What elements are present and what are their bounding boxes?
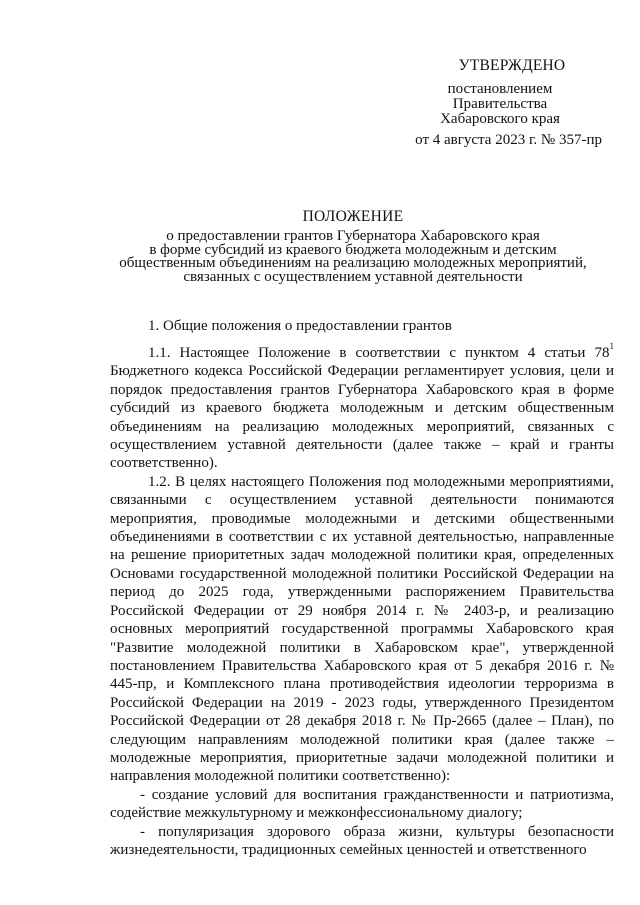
paragraph-1-1-text-cont: Бюджетного кодекса Российской Федерации регламентирует условия, цели и порядок предоставления грантов Губернатора Хабаровского края в форме субсидий из краевого бюджета молодежным и детским общественным объединениям на реализацию молодежных мероприятий, связанных с осуществлением уставной деятельности (далее также – край и гранты соответственно).	[110, 363, 614, 472]
paragraph-1-1-text: 1.1. Настоящее Положение в соответствии с пунктом 4 статьи 78	[148, 345, 610, 361]
approval-date: от 4 августа 2023 г. № 357-пр	[415, 132, 602, 148]
paragraph-1-2: 1.2. В целях настоящего Положения под молодежными мероприятиями, связанными с осуществлением уставной деятельности понимаются мероприятия, проводимые молодежными и детскими общественными объединениями в соответствии с их уставной деятельностью, направленные на решение приоритетных задач молодежной политики края, определенных Основами государственной молодежной политики Российской Федерации на период до 2025 года, утвержденными распоряжением Правительства Российской Федерации от 29 ноября 2014 г. № 2403-р, и реализацию основных мероприятий государственной программы Хабаровского края "Развитие молодежной политики в Хабаровском крае", утвержденной постановлением Правительства Хабаровского края от 5 декабря 2016 г. № 445-пр, и Комплексного плана противодействия идеологии терроризма в Российской Федерации на 2019 - 2023 годы, утвержденного Президентом Российской Федерации от 28 декабря 2018 г. № Пр-2665 (далее – План), по следующим направлениям молодежной политики края (далее также – молодежные мероприятия, приоритетные задачи молодежной политики и направления молодежной политики соответственно):	[110, 473, 614, 785]
footnote-superscript: 1	[609, 341, 614, 351]
document-subtitle-line: связанных с осуществлением уставной деятельности	[183, 268, 523, 285]
document-subtitle-line: в форме субсидий из краевого бюджета молодежным и детским	[149, 241, 557, 258]
approval-block	[380, 58, 620, 148]
document-subtitle-line: о предоставлении грантов Губернатора Хабаровского края	[166, 228, 540, 244]
list-item: - создание условий для воспитания гражданственности и патриотизма, содействие межкультурному и межконфессиональному диалогу;	[110, 786, 614, 822]
approval-line: Хабаровского края	[440, 111, 560, 127]
approval-stamp: УТВЕРЖДЕНО	[458, 57, 566, 74]
approval-line: постановлением	[447, 81, 553, 97]
section-heading: 1. Общие положения о предоставлении грантов	[148, 318, 452, 334]
document-subtitle-line: общественным объединениям на реализацию молодежных мероприятий,	[119, 255, 587, 271]
title-block	[108, 209, 598, 284]
list-item: - популяризация здорового образа жизни, культуры безопасности жизнедеятельности, традиционных семейных ценностей и ответственного	[110, 823, 614, 858]
approval-line: Правительства	[452, 96, 548, 112]
document-body	[110, 317, 614, 859]
paragraph-1-1	[110, 341, 614, 473]
document-title: ПОЛОЖЕНИЕ	[302, 208, 404, 225]
